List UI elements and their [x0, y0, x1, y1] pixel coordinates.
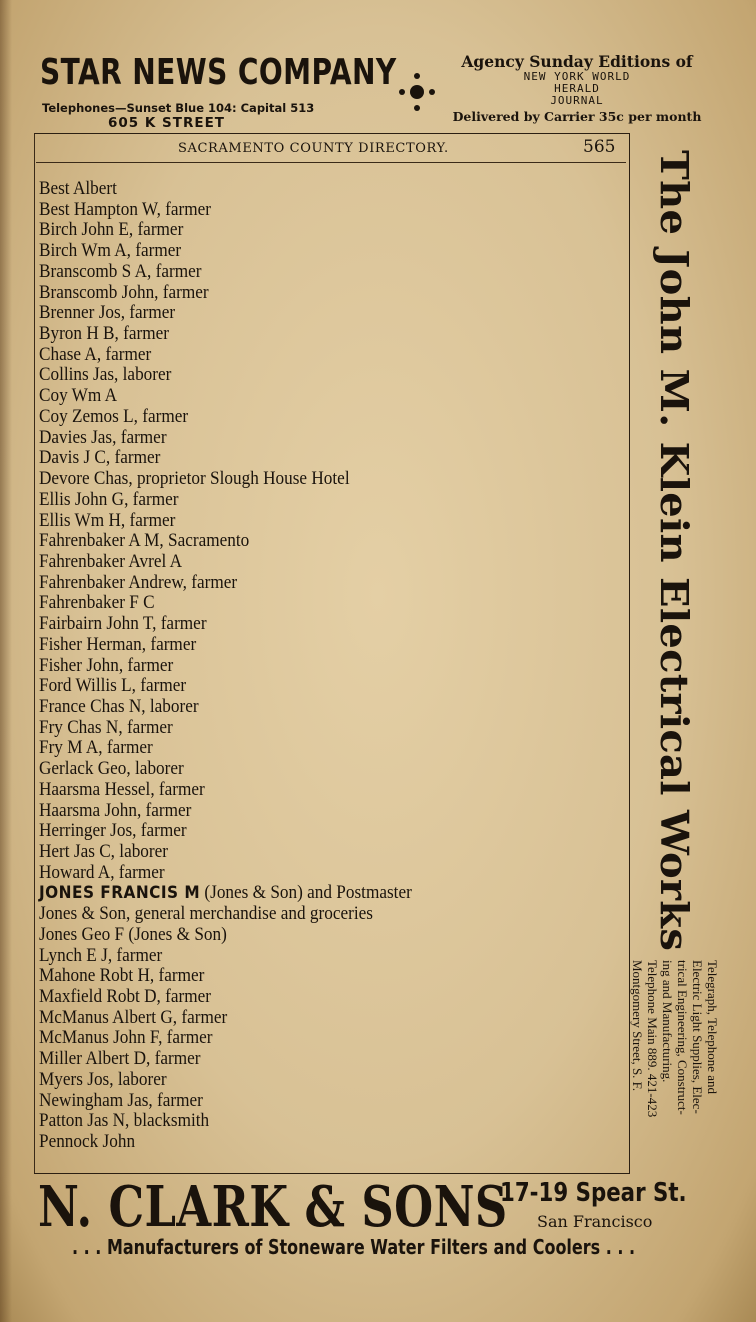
- directory-entry: [39, 801, 412, 822]
- entry-detail: , farmer: [149, 966, 205, 987]
- entry-name: Fahrenbaker Andrew: [39, 572, 183, 593]
- entry-detail: , farmer: [120, 303, 176, 324]
- directory-entry: [39, 738, 412, 759]
- entry-detail: , farmer: [124, 489, 179, 510]
- directory-entry: [39, 200, 412, 221]
- klein-copy-line: trical Engineering, Construct-: [675, 960, 690, 1115]
- entry-name: Jones & Son: [39, 904, 126, 925]
- entry-name: Herringer Jos: [39, 821, 133, 842]
- directory-entries: [39, 179, 440, 1153]
- directory-entry: [39, 552, 412, 573]
- entry-name: Devore Chas: [39, 469, 129, 490]
- entry-detail: , farmer: [156, 987, 212, 1008]
- entry-name: Miller Albert D: [39, 1049, 147, 1070]
- directory-entry: [39, 614, 412, 635]
- directory-entry: [39, 573, 412, 594]
- entry-detail: , farmer: [150, 779, 205, 800]
- entry-detail: , farmer: [133, 406, 189, 427]
- paper-journal: JOURNAL: [550, 94, 604, 107]
- entry-detail: , farmer: [172, 1007, 228, 1028]
- entry-name: Jones Geo F: [39, 924, 125, 945]
- directory-entry: [39, 966, 412, 987]
- directory-entry: [39, 1028, 412, 1049]
- entry-detail: , farmer: [120, 510, 176, 531]
- directory-entry: [39, 1132, 412, 1153]
- entry-detail: , laborer: [109, 1069, 167, 1090]
- directory-entry: [39, 448, 412, 469]
- entry-detail: , farmer: [152, 614, 207, 635]
- ornament-icon: [397, 70, 437, 114]
- entry-name: Branscomb John: [39, 282, 155, 303]
- entry-detail: , farmer: [112, 427, 167, 448]
- klein-copy-line: Telephone Main 889. 421-423: [645, 960, 660, 1118]
- agency-line: Agency Sunday Editions of: [461, 52, 693, 71]
- directory-entry: [39, 407, 412, 428]
- entry-detail: , farmer: [105, 448, 161, 469]
- entry-detail: , farmer: [126, 241, 182, 262]
- star-news-street: 605 K STREET: [108, 115, 226, 131]
- entry-name: Chase A: [39, 344, 97, 365]
- running-head-title: SACRAMENTO COUNTY DIRECTORY.: [178, 141, 449, 156]
- directory-entry: [39, 490, 412, 511]
- page-spine-shadow: [0, 0, 12, 1322]
- entry-detail: , farmer: [141, 634, 197, 655]
- directory-entry: [39, 262, 412, 283]
- entry-detail: , farmer: [107, 945, 163, 966]
- directory-entry: [39, 241, 412, 262]
- entry-detail: , farmer: [146, 1049, 201, 1070]
- directory-entry: [39, 676, 412, 697]
- entry-name: Fisher John: [39, 655, 119, 676]
- entry-detail: , farmer: [118, 655, 174, 676]
- directory-entry: [39, 863, 412, 884]
- entry-name: Davies Jas: [39, 427, 113, 448]
- entry-detail: , blacksmith: [125, 1111, 210, 1132]
- entry-name: McManus Albert G: [39, 1007, 173, 1028]
- entry-detail: , farmer: [98, 738, 153, 759]
- directory-entry: [39, 821, 412, 842]
- directory-entry: [39, 842, 412, 863]
- klein-copy-line: ing and Manufacturing.: [660, 960, 675, 1083]
- entry-name: France Chas N: [39, 696, 142, 717]
- directory-entry: [39, 179, 412, 200]
- entry-name: Byron H B: [39, 324, 115, 345]
- directory-entry: [39, 1091, 412, 1112]
- star-news-advertisement: [0, 0, 756, 136]
- directory-entry: [39, 283, 412, 304]
- directory-entry: [39, 345, 412, 366]
- entry-name: Birch John E: [39, 220, 129, 241]
- star-news-company-name: STAR NEWS COMPANY: [40, 52, 397, 93]
- klein-electrical-title: The John M. Klein Electrical Works: [651, 150, 696, 952]
- directory-entry: [39, 469, 412, 490]
- entry-name: Pennock John: [39, 1132, 136, 1153]
- entry-name: Davis J C: [39, 448, 106, 469]
- directory-entry: [39, 925, 412, 946]
- entry-name: Collins Jas: [39, 365, 115, 386]
- header-divider: [36, 162, 626, 163]
- entry-name: JONES FRANCIS M: [39, 883, 201, 903]
- clark-sons-city: San Francisco: [537, 1212, 653, 1231]
- directory-entry: [39, 987, 412, 1008]
- directory-entry: [39, 593, 412, 614]
- entry-detail: , farmer: [154, 282, 209, 303]
- star-news-telephones: Telephones—Sunset Blue 104: Capital 513: [42, 101, 315, 115]
- entry-name: Ellis Wm H: [39, 510, 121, 531]
- entry-detail: , general merchandise and groceries: [125, 904, 373, 925]
- entry-detail: (Jones & Son) and Postmaster: [200, 883, 412, 904]
- entry-name: Mahone Robt H: [39, 966, 150, 987]
- entry-detail: , farmer: [96, 344, 152, 365]
- entry-detail: (Jones & Son): [124, 924, 227, 945]
- entry-name: Fisher Herman: [39, 634, 142, 655]
- entry-name: Fairbairn John T: [39, 614, 153, 635]
- agency-notice: [448, 52, 706, 124]
- entry-name: Coy Wm A: [39, 386, 118, 407]
- directory-entry: [39, 220, 412, 241]
- entry-name: Gerlack Geo: [39, 759, 127, 780]
- clark-sons-name: N. CLARK & SONS: [38, 1174, 508, 1240]
- entry-name: Haarsma Hessel: [39, 779, 151, 800]
- entry-name: Patton Jas N: [39, 1111, 126, 1132]
- entry-detail: , Sacramento: [159, 531, 250, 552]
- entry-name: Branscomb S A: [39, 261, 148, 282]
- entry-detail: , farmer: [158, 1028, 213, 1049]
- entry-name: Best Albert: [39, 179, 117, 199]
- entry-detail: , laborer: [126, 759, 184, 780]
- entry-name: Fahrenbaker A M: [39, 531, 160, 552]
- entry-name: Best Hampton W: [39, 199, 157, 220]
- entry-detail: , laborer: [114, 365, 172, 386]
- entry-name: Newingham Jas: [39, 1090, 149, 1111]
- directory-entry: [39, 511, 412, 532]
- entry-detail: , farmer: [118, 717, 173, 738]
- clark-sons-tagline: . . . Manufacturers of Stoneware Water Filters and Coolers . . .: [72, 1235, 636, 1259]
- entry-detail: , laborer: [141, 696, 199, 717]
- directory-entry: [39, 1070, 412, 1091]
- entry-name: Fahrenbaker F C: [39, 593, 155, 614]
- directory-entry: [39, 303, 412, 324]
- clark-sons-address: 17-19 Spear St.: [500, 1178, 687, 1208]
- entry-detail: , farmer: [131, 676, 187, 697]
- directory-entry: [39, 904, 412, 925]
- entry-detail: , laborer: [110, 842, 169, 862]
- klein-electrical-advertisement: [632, 140, 748, 1175]
- entry-detail: , proprietor Slough House Hotel: [128, 469, 350, 490]
- entry-name: Lynch E J: [39, 945, 108, 966]
- directory-entry: [39, 386, 412, 407]
- page-number: 565: [583, 137, 616, 157]
- entry-detail: , farmer: [156, 199, 212, 220]
- paper-world: NEW YORK WORLD: [523, 70, 631, 83]
- entry-name: Birch Wm A: [39, 241, 127, 262]
- directory-entry: [39, 697, 412, 718]
- directory-entry: [39, 656, 412, 677]
- entry-name: Brenner Jos: [39, 303, 121, 324]
- entry-detail: , farmer: [114, 324, 169, 345]
- klein-copy-line: Electric Light Supplies, Elec-: [690, 960, 705, 1114]
- directory-entry: [39, 531, 412, 552]
- entry-detail: , farmer: [147, 261, 202, 282]
- entry-name: McManus John F: [39, 1028, 159, 1049]
- directory-entry: [39, 635, 412, 656]
- directory-entry: [39, 1008, 412, 1029]
- entry-name: Haarsma John: [39, 800, 137, 821]
- entry-name: Hert Jas C: [39, 842, 111, 862]
- paper-herald: HERALD: [554, 82, 600, 95]
- directory-entry: [39, 1111, 412, 1132]
- entry-detail: , farmer: [136, 800, 192, 821]
- entry-name: Fry Chas N: [39, 717, 119, 738]
- directory-entry: [39, 428, 412, 449]
- entry-detail: , farmer: [182, 572, 238, 593]
- directory-entry: [39, 1049, 412, 1070]
- entry-name: Fahrenbaker Avrel A: [39, 551, 183, 572]
- directory-entry: [39, 324, 412, 345]
- entry-detail: , farmer: [110, 862, 165, 883]
- directory-entry: [39, 946, 412, 967]
- entry-detail: , farmer: [128, 220, 184, 241]
- entry-name: Coy Zemos L: [39, 406, 134, 427]
- directory-entry: [39, 365, 412, 386]
- entry-name: Howard A: [39, 862, 111, 883]
- entry-name: Ellis John G: [39, 489, 125, 510]
- directory-entry: [39, 759, 412, 780]
- klein-copy-line: Montgomery Street, S. F.: [630, 960, 645, 1092]
- entry-name: Ford Willis L: [39, 676, 132, 697]
- entry-name: Myers Jos: [39, 1069, 110, 1090]
- entry-name: Fry M A: [39, 738, 99, 759]
- directory-entry: [39, 718, 412, 739]
- directory-entry: [39, 883, 412, 904]
- entry-name: Maxfield Robt D: [39, 987, 157, 1008]
- entry-detail: , farmer: [132, 821, 187, 842]
- directory-entry: [39, 780, 412, 801]
- klein-copy-line: Telegraph, Telephone and: [705, 960, 720, 1095]
- entry-detail: , farmer: [148, 1090, 203, 1111]
- delivery-note: Delivered by Carrier 35c per month: [452, 109, 702, 124]
